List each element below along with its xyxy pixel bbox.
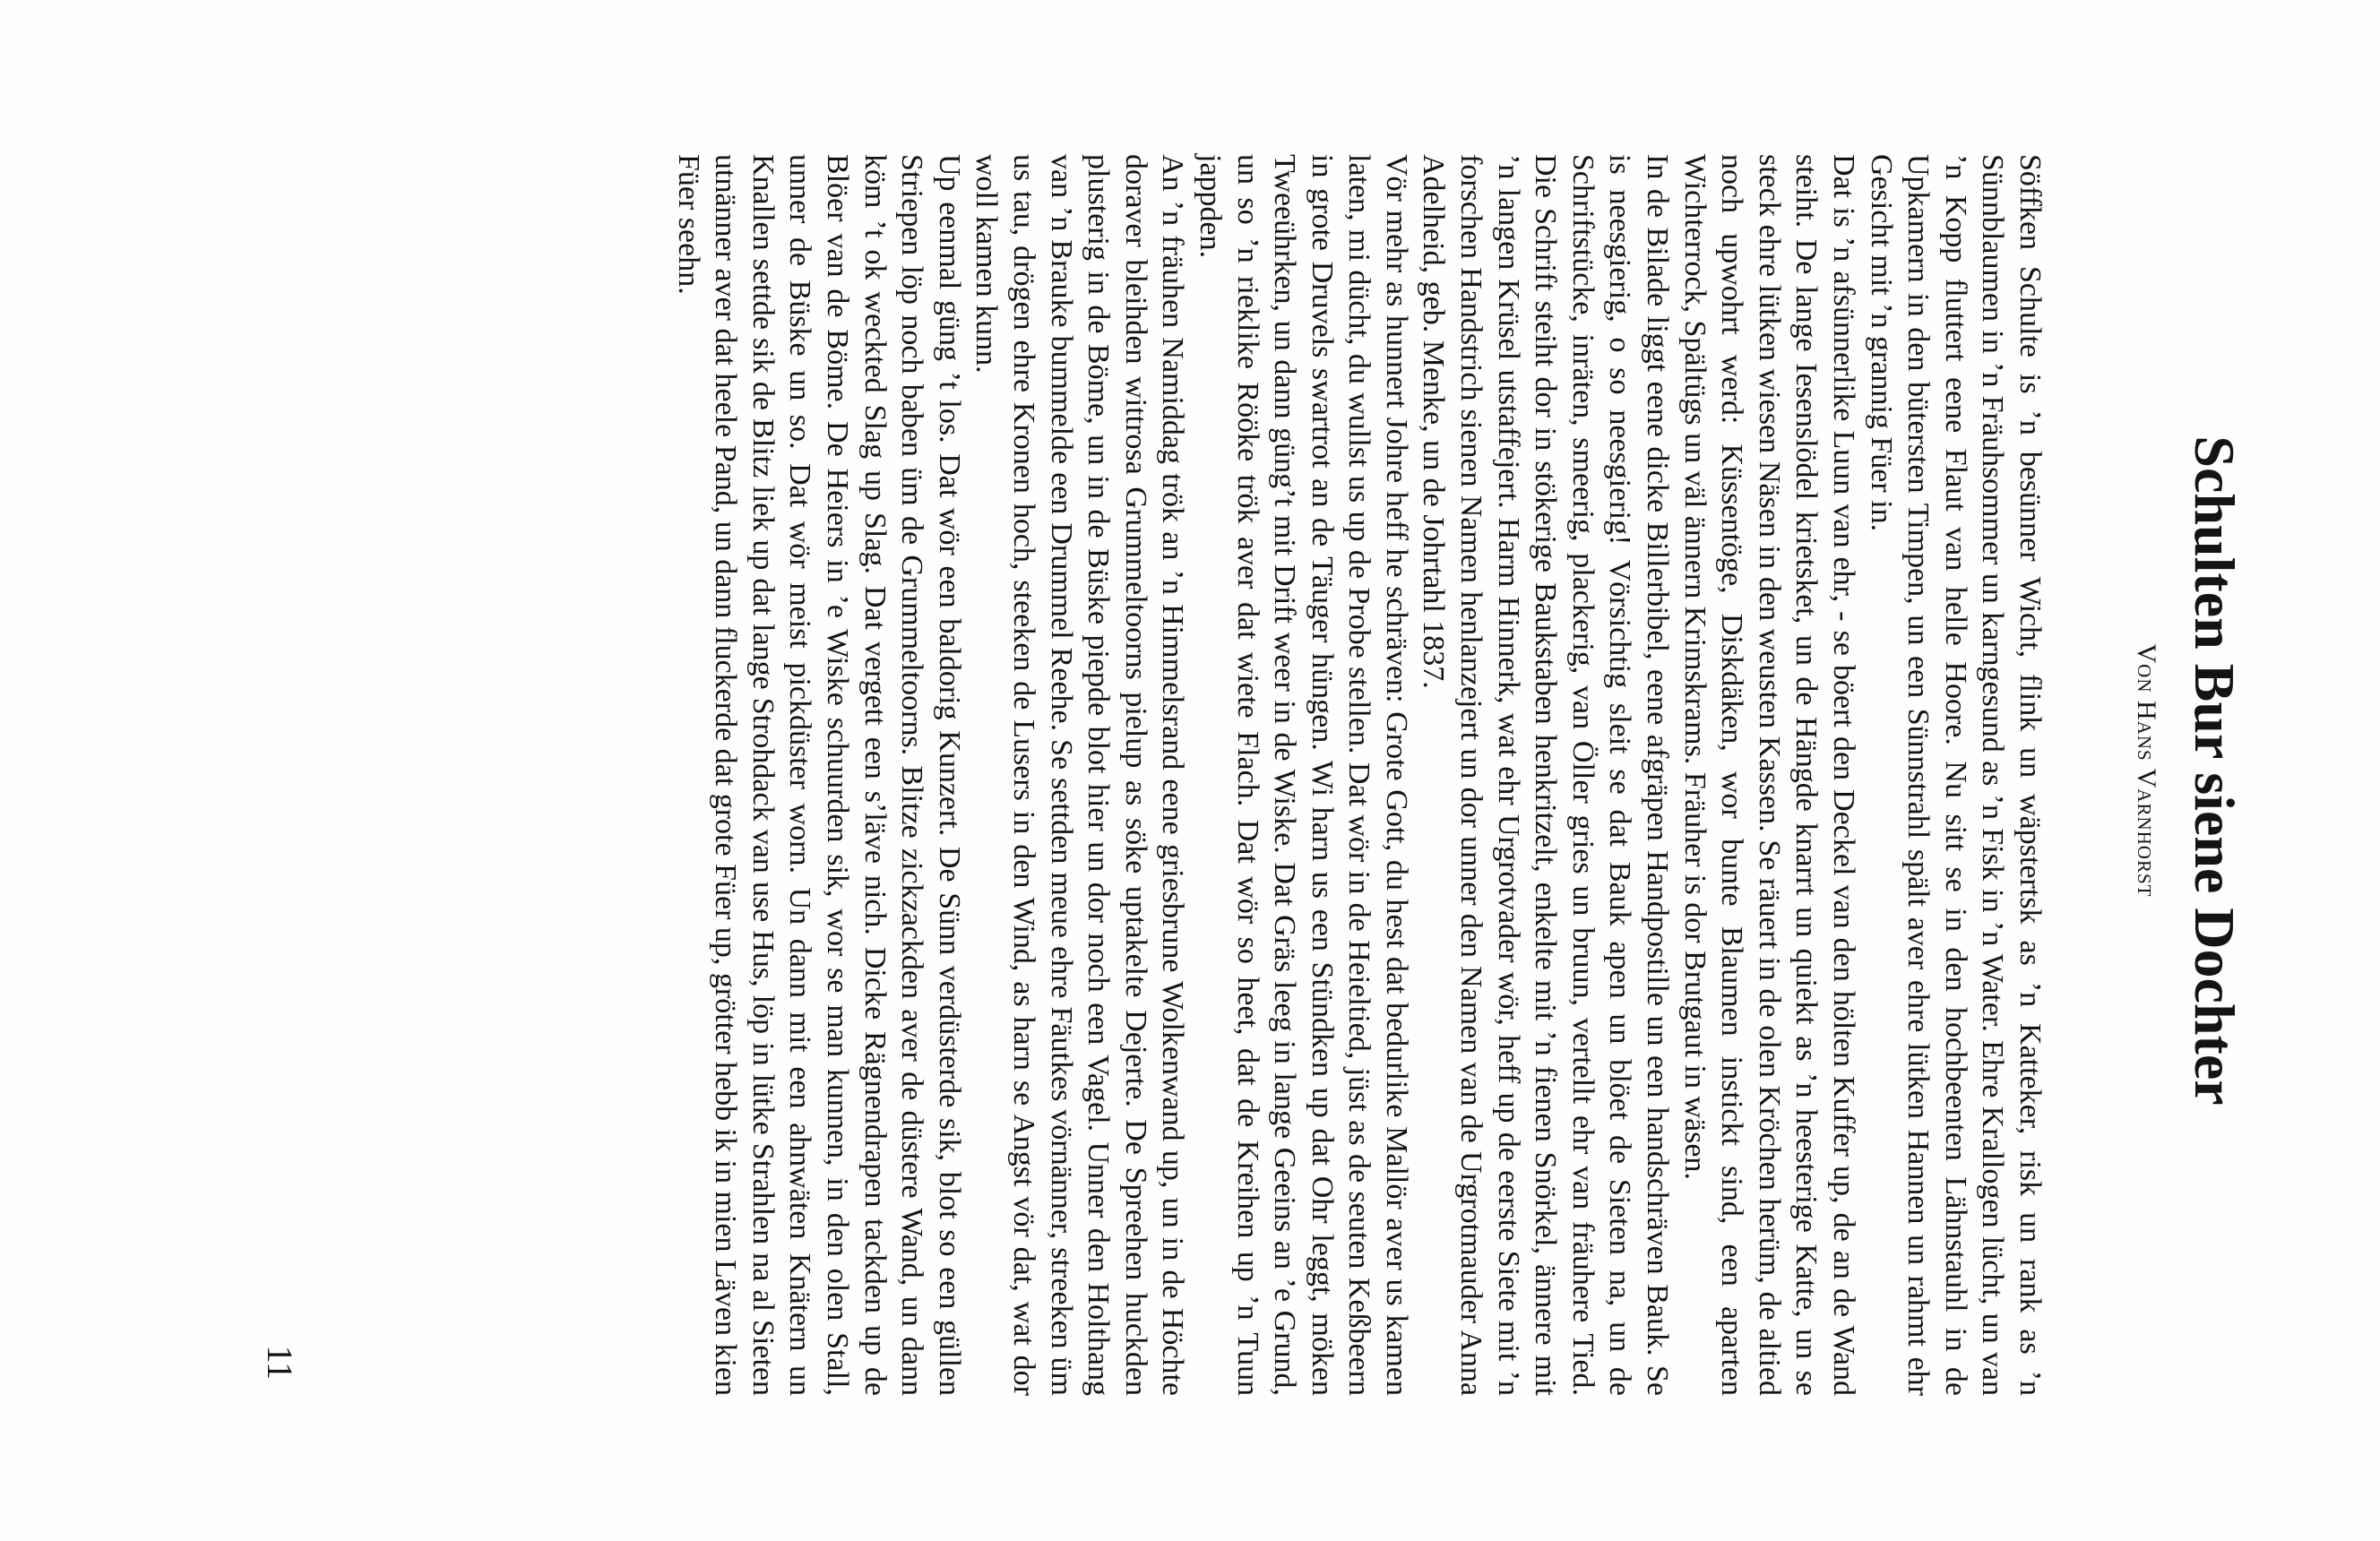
paragraph-6: Up eenmal güng ’t los. Dat wör een baldorig Kunzert. De Sünn verdüsterde sik, blot so een güllen Striepen löp noch baben üm de Grummeltoorns. Blitze zickzackden aver de düstere Wand, un dann köm ’t ok weckted Slag up Slag. Dat vergett een s’läve nich. Dicke Rägnendrapen tackden up de Blöer van de Böme. De Heiers in ’e Wiske schuurden sik, wor se man kunnen, in den olen Stall, unner de Büske un so. Dat wör meist pickdüster worn. Un dann mit een ahnwäten Knätern un Knallen settde sik de Blitz liek up dat lange Strohdack van use Hus, löp in lütke Strahlen na al Sieten utnänner aver dat heele Pand, un dann fluckerde dat grote Füer up, grötter hebb ik in mien Läven kien Füer seehn. bbox=[671, 154, 966, 1396]
paragraph-4: Vör mehr as hunnert Johre heff he schräven: Grote Gott, du hest dat bedurlike Mallör aver us kamen laten, mi dücht, du wullst us up de Probe stellen. Dat wör in de Heieltied, jüst as de seuten Keßbeern in grote Druvels swartrot an de Täuger hüngen. Wi harn us een Stündken up dat Ohr leggt, möken Tweeührken, un dann güng’t mit Drift weer in de Wiske. Dat Gräs leeg in lange Geeins an ’e Grund, un so ’n rieklike Rööke trök aver dat wiete Flach. Dat wör so heet, dat de Kreihen up ’n Tuun jappden. bbox=[1193, 154, 1413, 1396]
page-number: 11 bbox=[260, 1345, 300, 1380]
article-byline: Von Hans Varnhorst bbox=[2131, 643, 2161, 898]
article-header bbox=[2131, 0, 2246, 1541]
article-title: Schulten Bur siene Dochter bbox=[2183, 435, 2246, 1106]
paragraph-5: An ’n fräuhen Namiddag trök an ’n Himmelsrand eene griesbrune Wolkenwand up, un in de Höchte doraver bleihden wittrosa Grummeltoorns pielup as söke uptakelte Dejerte. De Spreehen huckden plusterig in de Böme, un in de Büske piepde blot hier un dor noch een Vagel. Unner den Holthang van ’n Brauke bummelde een Drummel Reehe. Se settden meue ehre Fäutkes vörnänner, streeken üm us tau, drögen ehre Kronen hoch, steeken de Lusers in den Wind, as harn se Angst vör dat, wat dor woll kamen kunn. bbox=[970, 154, 1190, 1396]
paragraph-1: Söffken Schulte is ’n besünner Wicht, flink un wäpstertsk as ’n Katteker, risk un rank as ’n Sünnblaumen in ’n Fräuhsommer un karngesund as ’n Fisk in ’n Water. Ehre Krallogen lücht, un van ’n Kopp fluttert eene Flaut van helle Hoore. Nu sitt se in den hochbeenten Lähnstauhl in de Upkamern in den bütersten Timpen, un een Sünnstrahl spält aver ehre lütken Hannen un rahmt ehr Gesicht mit ’n grannig Füer in. bbox=[1864, 154, 2047, 1396]
paragraph-3: In de Bilade liggt eene dicke Billerbibel, eene afgräpen Handpostille un een handschräven Bauk. Se is neesgierig, o so neesgierig! Vörsichtig sleit se dat Bauk apen un blöet de Sieten na, un de Schriftstücke, inräten, smeerig, plackerig, van Öller gries un bruun, vertellt ehr van fräuhere Tied. Die Schrift steiht dor in stökerige Baukstaben henkritzelt, enkelte mit ’n fienen Snörkel, ännere mit ’n langen Krüsel utstaffejert. Harm Hinnerk, wat ehr Urgrotvader wör, heff up de eerste Siete mit ’n forschen Handstrich sienen Namen henlanzejert un dor unner den Namen van de Urgrotmauder Anna Adelheid, geb. Menke, un de Johrtahl 1837. bbox=[1417, 154, 1675, 1396]
paragraph-2: Dat is ’n afsünnerlike Luun van ehr, - se böert den Deckel van den hölten Kuffer up, de an de Wand steiht. De lange Iesenslödel krietsket, un de Hängde knarrt un quiekt as ’n heesterige Katte, un se steck ehre lütken wiesen Näsen in den weusten Kassen. Se räuert in de olen Kröchen herüm, de altied noch upwohrt werd: Küssentöge, Diskdäken, wor bunte Blaumen instickt sind, een aparten Wichterrock, Spältügs un väl ännern Krimskrams. Fräuher is dor Brutgaut in wäsen. bbox=[1677, 154, 1861, 1396]
article-body bbox=[669, 154, 2048, 1396]
